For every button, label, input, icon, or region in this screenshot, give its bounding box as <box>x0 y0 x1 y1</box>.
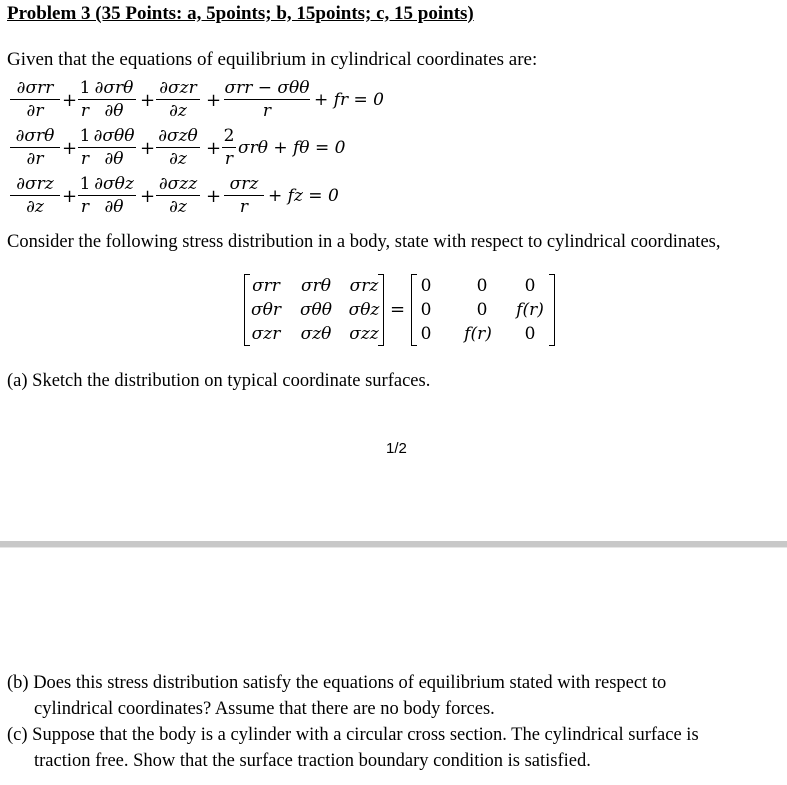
eq1-term3: ∂σzr ∂z <box>156 78 200 121</box>
eq3-term4: σrz r <box>224 174 264 217</box>
eq3-term3: ∂σzz ∂z <box>156 174 200 217</box>
eq1-term1-num: ∂σrr <box>16 78 54 98</box>
eq1-term2: ∂σrθ ∂θ <box>92 78 136 121</box>
eq2-term1: ∂σrθ ∂r <box>10 126 60 169</box>
eq2-term4: 2 r <box>223 126 235 169</box>
part-a-text: (a) Sketch the distribution on typical coordinate surfaces. <box>7 371 431 391</box>
eq3-plus-3: + <box>206 186 222 207</box>
eq3-term1: ∂σrz ∂z <box>10 174 60 217</box>
eq1-term1 <box>10 78 60 121</box>
problem-title: Problem 3 (35 Points: a, 5points; b, 15points; c, 15 points) <box>7 3 474 24</box>
part-c-line-2: traction free. Show that the surface traction boundary condition is satisfied. <box>34 751 591 771</box>
intro-text: Given that the equations of equilibrium in cylindrical coordinates are: <box>7 49 538 70</box>
eq3-term2-coef: 1 r <box>79 174 91 217</box>
eq1-plus-1: + <box>62 90 78 111</box>
eq2-term3: ∂σzθ ∂z <box>156 126 200 169</box>
page-number: 1/2 <box>386 440 407 457</box>
part-c-line-1: (c) Suppose that the body is a cylinder with a circular cross section. The cylindrical surface is <box>7 725 699 745</box>
part-b-line-1: (b) Does this stress distribution satisfy the equations of equilibrium stated with respect to <box>7 673 667 693</box>
left-matrix-close-bracket <box>378 274 384 346</box>
eq1-term4: σrr − σθθ r <box>224 78 310 121</box>
eq2-tail: σrθ + fθ = 0 <box>238 138 346 158</box>
eq3-tail: + fz = 0 <box>268 186 339 206</box>
part-b-line-2: cylindrical coordinates? Assume that there are no body forces. <box>34 699 495 719</box>
eq1-tail: + fr = 0 <box>314 90 384 110</box>
eq1-plus-3: + <box>206 90 222 111</box>
eq1-term2-coef: 1 r <box>79 78 91 121</box>
eq2-term2: ∂σθθ ∂θ <box>93 126 135 169</box>
eq3-plus-2: + <box>140 186 156 207</box>
eq2-plus-3: + <box>206 138 222 159</box>
eq3-term2: ∂σθz ∂θ <box>92 174 136 217</box>
eq2-plus-1: + <box>62 138 78 159</box>
eq2-plus-2: + <box>140 138 156 159</box>
right-matrix-close-bracket <box>549 274 555 346</box>
eq3-plus-1: + <box>62 186 78 207</box>
consider-text: Consider the following stress distribution in a body, state with respect to cylindrical coordinates, <box>7 232 721 252</box>
eq2-term2-coef: 1 r <box>79 126 91 169</box>
eq1-plus-2: + <box>140 90 156 111</box>
matrix-equals: = <box>390 299 406 320</box>
eq1-term1-den: ∂r <box>26 101 44 121</box>
